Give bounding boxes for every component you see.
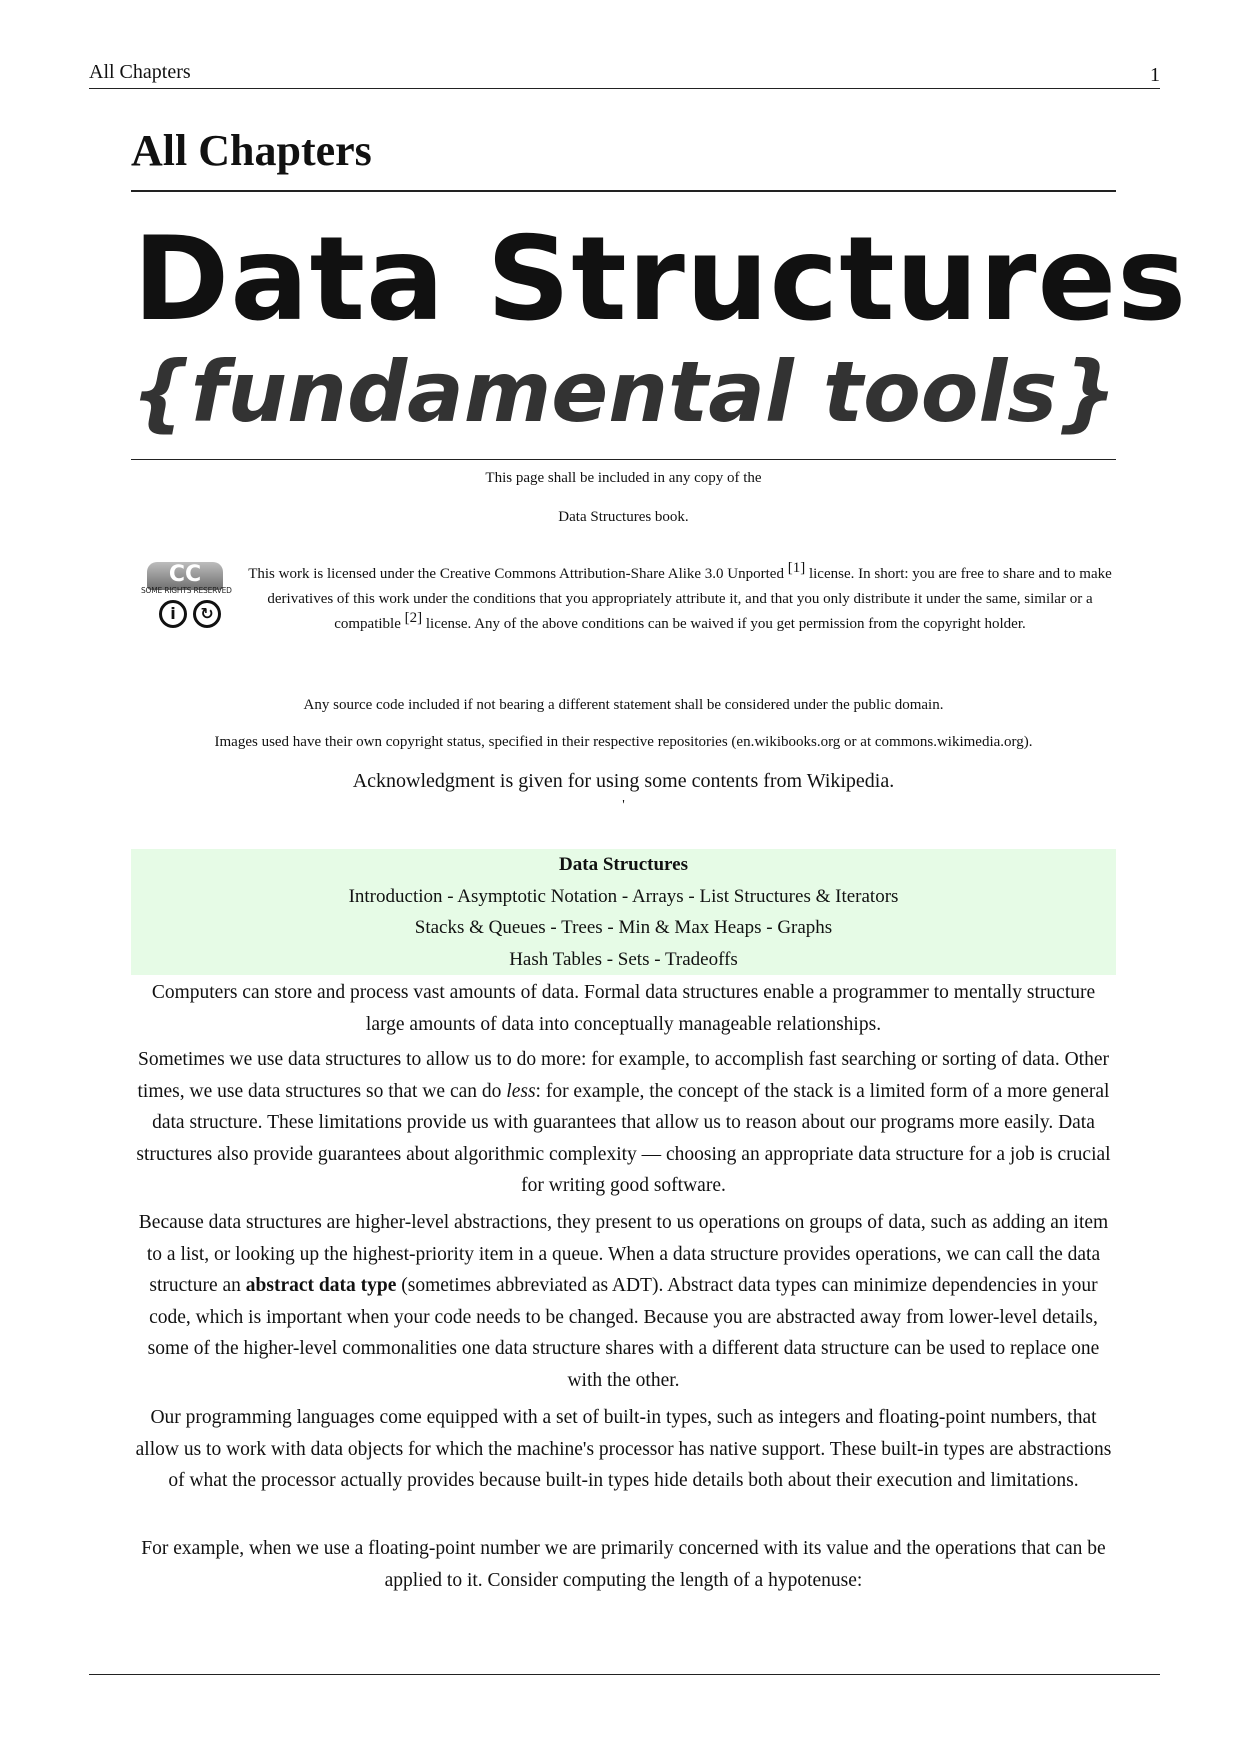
inclusion-note-line1: This page shall be included in any copy of the xyxy=(485,470,762,486)
book-banner xyxy=(131,212,1188,460)
paragraph-4: Our programming languages come equipped with a set of built-in types, such as integers and floating-point numbers, that allow us to work with data objects for which the machine's processor has native support. These built-in types are abstractions of what the processor actually provides because built-in types hide details both about their execution and limitations. xyxy=(135,1407,1112,1491)
nav-line-1[interactable]: Introduction - Asymptotic Notation - Arrays - List Structures & Iterators xyxy=(348,885,899,907)
cc-by-icon: i xyxy=(159,600,187,628)
acknowledgment: Acknowledgment is given for using some contents from Wikipedia. xyxy=(352,770,895,792)
license-ref-2[interactable]: [2] xyxy=(404,610,423,626)
nav-box-title[interactable]: Data Structures xyxy=(559,854,688,875)
paragraph-5: For example, when we use a floating-point number we are primarily concerned with its value and the operations that can be applied to it. Consider computing the length of a hypotenuse: xyxy=(141,1538,1106,1591)
stray-mark: ' xyxy=(622,798,625,813)
license-ref-1[interactable]: [1] xyxy=(787,560,806,576)
page-title: All Chapters xyxy=(131,124,1116,192)
nav-line-2[interactable]: Stacks & Queues - Trees - Min & Max Heaps - Graphs xyxy=(414,917,833,938)
source-code-note: Any source code included if not bearing a different statement shall be considered under the public domain. xyxy=(303,697,944,713)
paragraph-2-b: : for example, the concept of the stack is a limited form of a more general data structure. These limitations provide us with guarantees that allow us to reason about our programs more easily. Data structures also provide guarantees about algorithmic complexity — choosing an appropriate data structure for a job is crucial for writing good software. xyxy=(136,1080,1111,1196)
banner-subtitle: {fundamental tools} xyxy=(131,343,1118,441)
paragraph-2-a: Sometimes we use data structures to allow us to do more: for example, to accomplish fast searching or sorting of data. Other times, we use data structures so that we can do xyxy=(137,1049,1109,1102)
banner-title: Data Structures xyxy=(133,212,1188,347)
running-header-title: All Chapters xyxy=(89,61,191,83)
images-note: Images used have their own copyright status, specified in their respective repositories (en.wikibooks.org or at commons.wikimedia.org). xyxy=(214,734,1033,750)
running-header xyxy=(89,58,1160,89)
chapter-nav-box xyxy=(131,849,1116,975)
paragraph-2-emphasis: less xyxy=(506,1080,536,1102)
footer-rule xyxy=(89,1674,1160,1675)
paragraph-1: Computers can store and process vast amounts of data. Formal data structures enable a programmer to mentally structure large amounts of data into conceptually manageable relationships. xyxy=(151,982,1096,1035)
paragraph-3-strong: abstract data type xyxy=(245,1275,397,1296)
cc-label: CC xyxy=(147,562,223,590)
cc-rights-text: SOME RIGHTS RESERVED xyxy=(141,586,232,595)
paragraph-3 xyxy=(131,1207,1116,1396)
license-part2: license. In short: you are free to share and to make derivatives of this work under the conditions that you appropriately attribute it, and that you only distribute it under the same, similar or a compatible xyxy=(267,566,1112,632)
license-part1: This work is licensed under the Creative Commons Attribution-Share Alike 3.0 Unported xyxy=(248,566,788,582)
page-number: 1 xyxy=(1150,64,1160,86)
cc-license-icon xyxy=(141,562,232,634)
paragraph-3-b: (sometimes abbreviated as ADT). Abstract data types can minimize dependencies in your code, which is important when your code needs to be changed. Because you are abstracted away from lower-level details, some of the higher-level commonalities one data structure shares with a different data structure can be used to replace one with the other. xyxy=(147,1275,1100,1391)
paragraph-2 xyxy=(131,1044,1116,1202)
license-text xyxy=(244,562,1116,637)
license-part3: license. Any of the above conditions can be waived if you get permission from the copyright holder. xyxy=(422,616,1026,632)
nav-line-3[interactable]: Hash Tables - Sets - Tradeoffs xyxy=(509,948,738,970)
inclusion-note-line2: Data Structures book. xyxy=(558,509,689,525)
paragraph-3-a: Because data structures are higher-level abstractions, they present to us operations on groups of data, such as adding an item to a list, or looking up the highest-priority item in a queue. When a data structure provides operations, we can call the data structure an xyxy=(138,1212,1109,1296)
cc-sa-icon: ↻ xyxy=(193,600,221,628)
